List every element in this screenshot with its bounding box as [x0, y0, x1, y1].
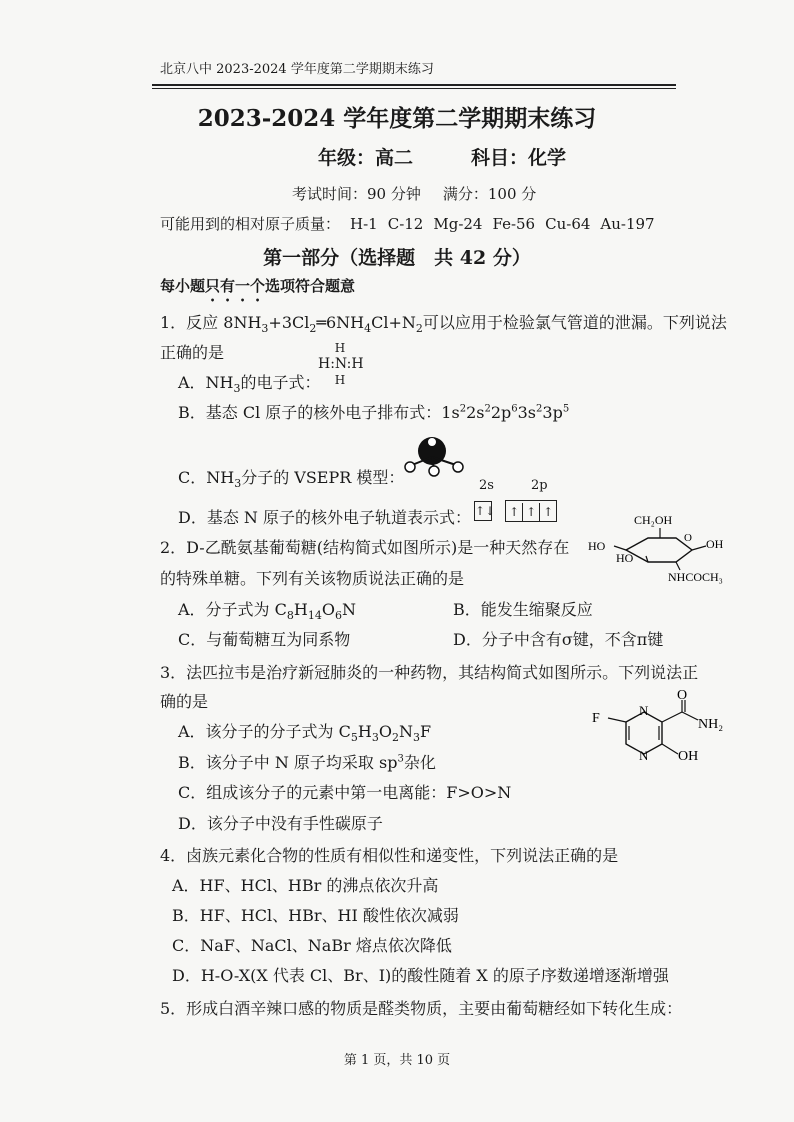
electron-config: $1s^22s^22p^63s^23p^5$ — [441, 403, 570, 422]
q2-option-d[interactable]: D．分子中含有σ键，不含π键 — [453, 630, 664, 649]
emphasis-text: 只有一个 — [205, 277, 266, 295]
orbital-2s-label: 2s — [479, 478, 494, 493]
exam-time: 考试时间：90 分钟 — [292, 185, 421, 203]
ho2-label: HO — [616, 551, 634, 565]
atomic-mass-item: Mg-24 — [433, 215, 483, 233]
page-title: 2023-2024 学年度第二学期期末练习 — [197, 105, 597, 132]
q2-option-c[interactable]: C．与葡萄糖互为同系物 — [178, 630, 351, 649]
ho-label: HO — [588, 539, 606, 553]
grade: 年级：高二 — [318, 147, 414, 169]
nhcoch3-label: NHCOCH₃ — [668, 570, 723, 584]
q2-option-a[interactable]: A．分子式为 $C_8H_{14}O_6N$ — [178, 600, 356, 623]
acetylglucosamine-structure — [588, 508, 768, 588]
orbital-2p-group — [505, 500, 557, 522]
running-header: 北京八中 2023-2024 学年度第二学期期末练习 — [160, 62, 434, 77]
page-footer: 第 1 页，共 10 页 — [343, 1053, 451, 1068]
subject: 科目：化学 — [471, 147, 567, 169]
q2-stem: 2．D-乙酰氨基葡萄糖(结构简式如图所示)是一种天然存在 — [160, 538, 570, 557]
atomic-mass-line — [160, 213, 655, 234]
instruction: 每小题只有一个选项符合题意 — [160, 277, 356, 295]
q3-option-d[interactable]: D．该分子中没有手性碳原子 — [178, 814, 383, 833]
part-title: 第一部分（选择题 共 42 分） — [263, 247, 531, 269]
q4-option-a[interactable]: A．HF、HCl、HBr 的沸点依次升高 — [172, 876, 439, 895]
nitrogen-label: N — [639, 703, 649, 718]
q3-stem: 3．法匹拉韦是治疗新冠肺炎的一种药物，其结构简式如图所示。下列说法正 — [160, 663, 699, 682]
oh-label: OH — [706, 537, 724, 551]
orbital-2p-box: ↑ — [523, 503, 540, 521]
sigma-symbol: σ — [561, 630, 573, 649]
atomic-mass-label: 可能用到的相对原子质量： — [160, 215, 341, 233]
ammonia-lewis-structure: H H:N:H H — [318, 341, 364, 387]
q3-option-a[interactable]: A．该分子的分子式为 $C_5H_3O_2N_3F$ — [178, 722, 432, 745]
orbital-diagram — [474, 500, 557, 522]
orbital-2p-box: ↑ — [543, 504, 554, 519]
q1-option-d[interactable]: D．基态 N 原子的核外电子轨道表示式： — [178, 508, 472, 527]
nh2-label: NH₂ — [698, 717, 724, 732]
header-rule-thin — [152, 88, 676, 89]
atomic-mass-item: Au-197 — [600, 215, 655, 233]
favipiravir-structure — [586, 688, 766, 780]
vsepr-model-icon — [400, 433, 470, 479]
q4-option-b[interactable]: B．HF、HCl、HBr、HI 酸性依次减弱 — [172, 906, 459, 925]
atomic-mass-item: C-12 — [387, 215, 424, 233]
atomic-mass-item: Cu-64 — [545, 215, 591, 233]
q2-option-b[interactable]: B．能发生缩聚反应 — [453, 600, 593, 619]
orbital-2s-box: ↑↓ — [474, 501, 492, 521]
ch2oh-label: CH₂OH — [634, 513, 673, 527]
q3-stem-line2: 确的是 — [160, 692, 209, 711]
q1-option-c[interactable]: C．$NH_3$分子的 VSEPR 模型： — [178, 468, 405, 491]
q4-option-d[interactable]: D．H-O-X(X 代表 Cl、Br、I)的酸性随着 X 的原子序数递增逐渐增强 — [172, 966, 669, 985]
q1-stem: 1．反应 $8NH_3+3Cl_2═6NH_4Cl+N_2$可以应用于检验氯气管道的泄漏。下列说法 — [160, 313, 727, 336]
ring-oxygen-label: O — [684, 532, 692, 544]
q4-stem: 4．卤族元素化合物的性质有相似性和递变性，下列说法正确的是 — [160, 846, 619, 865]
exam-info-line — [292, 183, 558, 204]
grade-subject-line — [318, 143, 566, 170]
q1-stem-line2: 正确的是 — [160, 343, 225, 362]
q1-option-b[interactable]: B．基态 Cl 原子的核外电子排布式：$1s^22s^22p^63s^23p^5$ — [178, 403, 570, 422]
oxygen-label: O — [677, 688, 688, 703]
header-rule — [152, 84, 676, 86]
orbital-2p-label: 2p — [531, 478, 548, 493]
pi-symbol: π — [636, 630, 648, 649]
nitrogen-label: N — [639, 748, 649, 763]
fluorine-label: F — [592, 711, 600, 726]
q4-option-c[interactable]: C．NaF、NaCl、NaBr 熔点依次降低 — [172, 936, 452, 955]
atomic-mass-item: Fe-56 — [492, 215, 536, 233]
atomic-mass-item: H-1 — [350, 215, 378, 233]
q2-stem-line2: 的特殊单糖。下列有关该物质说法正确的是 — [160, 569, 465, 588]
orbital-2p-box: ↑ — [506, 503, 523, 521]
full-score: 满分：100 分 — [442, 185, 537, 203]
q1-option-a[interactable]: A．$NH_3$的电子式： — [178, 373, 321, 396]
q5-stem: 5．形成白酒辛辣口感的物质是醛类物质，主要由葡萄糖经如下转化生成： — [160, 999, 683, 1018]
q3-option-b[interactable]: B．该分子中 N 原子均采取 $sp^3$杂化 — [178, 753, 436, 772]
hydroxyl-label: OH — [678, 749, 699, 764]
q3-option-c[interactable]: C．组成该分子的元素中第一电离能：F>O>N — [178, 783, 512, 802]
